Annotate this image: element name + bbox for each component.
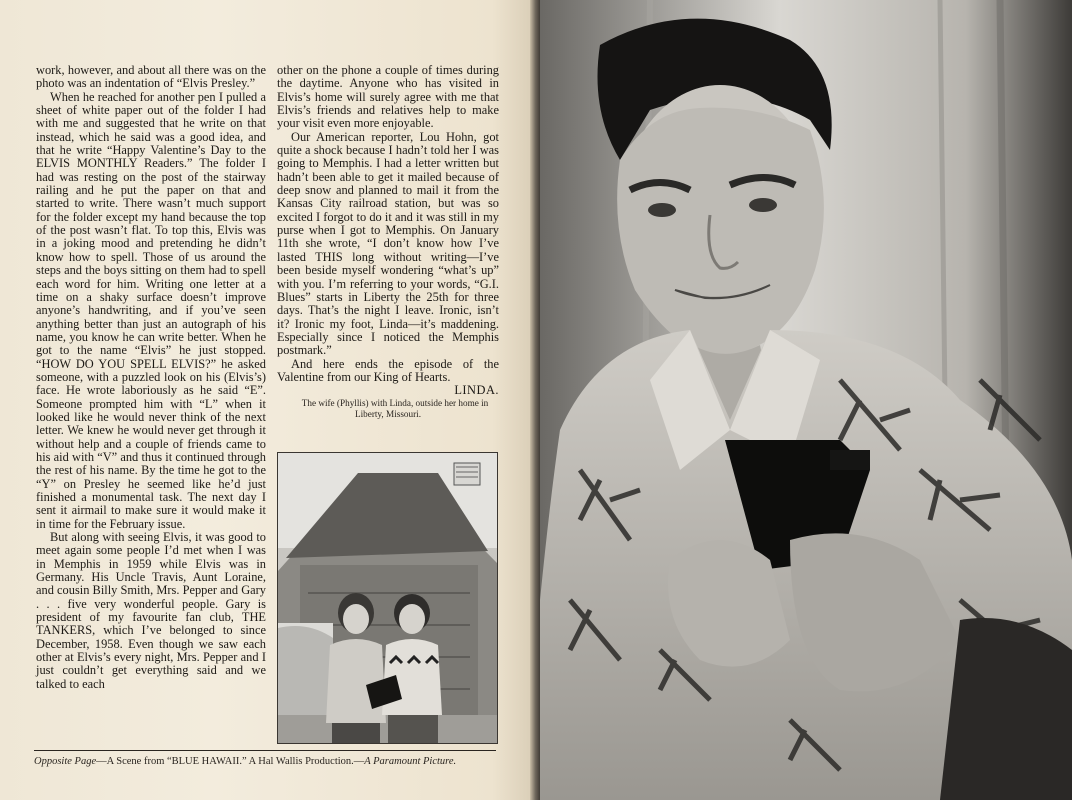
paragraph: And here ends the episode of the Valentine from our King of Hearts. [277,356,499,384]
left-page [0,0,535,800]
right-page [540,0,1072,800]
credit-text: —A Scene from “BLUE HAWAII.” A Hal Wallis Production.— [96,756,365,767]
opposite-page-label: Opposite Page [34,756,97,767]
paragraph: work, however, and about all there was on the photo was an indentation of “Elvis Presley.” [36,63,266,91]
elvis-portrait-photo [540,0,1072,800]
paragraph: But along with seeing Elvis, it was good to meet again some people I’d met when I was in Memphis in 1959 while Elvis was in Germany. His Uncle Travis, Aunt Loraine, and cousin Billy Smith, Mrs. Pepper and Gary . . . five very wonderful people. Gary is president of my favourite fan club, THE TANKERS, which I’ve belonged to since December, 1958. Even though we saw each other at Elvis’s every night, Mrs. Pepper and I just couldn’t get everything said and we talked to each [36,530,266,691]
photo-two-women [277,452,498,744]
author-signature: LINDA. [454,383,499,398]
photo-caption: The wife (Phyllis) with Linda, outside her home in Liberty, Missouri. [301,397,489,419]
paragraph: Our American reporter, Lou Hohn, got quite a shock because I hadn’t told her I was going to Memphis. I had a letter written but hadn’t been able to get it mailed because of deep snow and planned to mail it from the Kansas City railroad station, but was so excited I forgot to do it and it was still in my purse when I got to Memphis. On January 11th she wrote, “I don’t know how I’ve lasted THIS long without writing—I’ve been beside myself wondering “what’s up” with you. I’m referring to your words, “G.I. Blues” starts in Liberty the 25th for three days. That’s the night I leave. Ironic, isn’t it? Ironic my foot, Linda—it’s maddening. Especially since I noticed the Memphis postmark.” [277,129,499,358]
studio-credit: A Paramount Picture. [364,756,457,767]
footer-rule [34,750,496,751]
photo-two-women-image [278,453,497,743]
photo-credit-footer [34,755,504,768]
paragraph: When he reached for another pen I pulled a sheet of white paper out of the folder I had with me and suggested that he write on that instead, which he said was a good idea, and that he write “Happy Valentine’s Day to the ELVIS MONTHLY Readers.” The folder I had was resting on the post of the stairway railing and he put the paper on that and started to write. There wasn’t much support for the folder except my hand because the top of the post wasn’t flat. To top this, Elvis was in a joking mood and pretending he didn’t know how to spell. Those of us around the steps and the boys sitting on them had to spell each word for him. Writing one letter at a time on a shaky surface doesn’t improve anyone’s handwriting, and if you’ve seen anything better than just an autograph of his name, you know he can write better. When he got to the name “Elvis” he just stopped. “HOW DO YOU SPELL ELVIS?” he asked someone, with a puzzled look on his (Elvis’s) face. He wrote laboriously as he said “E”. Someone prompted him with “L” when it looked like he would never think of the next letter. We knew he would never get through it without help and a couple of friends came to his aid with “V” and thus it continued through the rest of his name. By the time he got to the “Y” on Presley he seemed like he’d just finished a monumental task. The next day I sent it airmail to make sure it would make it in time for the February issue. [36,89,266,531]
article-column-right [277,64,499,420]
paragraph: other on the phone a couple of times during the daytime. Anyone who has visited in Elvis’s home will surely agree with me that Elvis’s friends and relatives help to make your visit even more enjoyable. [277,63,499,131]
article-column-left [36,64,266,691]
